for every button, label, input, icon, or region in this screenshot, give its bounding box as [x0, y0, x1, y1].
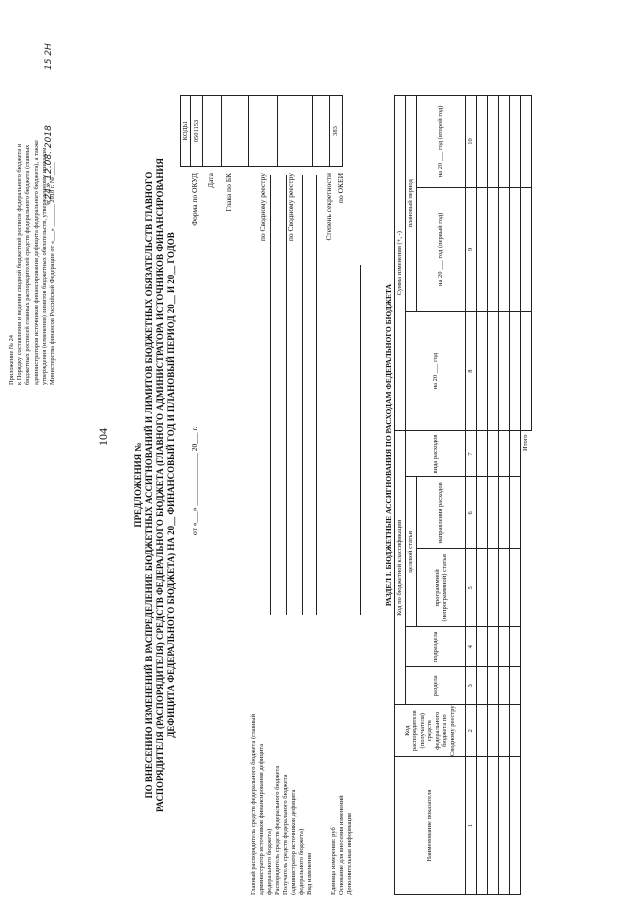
th-year: на 20 ___ год — [406, 311, 466, 431]
label-line: администратор источников финансирования дефицита — [258, 743, 265, 895]
fill-line — [286, 175, 287, 615]
label-line: (администратор источников дефицита — [290, 789, 297, 895]
annex-block — [8, 25, 57, 385]
table-cell — [477, 757, 488, 895]
col-num: 10 — [466, 96, 477, 188]
page-number: 104 — [96, 428, 110, 446]
label-line: Дополнительная информация — [346, 813, 353, 895]
col-num: 2 — [466, 705, 477, 757]
th-bk: Код по бюджетной классификации — [395, 431, 406, 705]
label-line: федерального бюджета) — [298, 828, 305, 895]
col-num: 6 — [466, 477, 477, 549]
table-cell — [488, 96, 499, 188]
table-cell — [510, 311, 521, 431]
th-name: Наименование показателя — [395, 757, 466, 895]
col-num: 4 — [466, 627, 477, 667]
table-cell — [499, 187, 510, 311]
table-cell — [488, 311, 499, 431]
th-vid: вида расходов — [406, 431, 466, 477]
title-line-2: ПО ВНЕСЕНИЮ ИЗМЕНЕНИЙ В РАСПРЕДЕЛЕНИЕ БЮДЖЕТНЫХ АССИГНОВАНИЙ И ЛИМИТОВ БЮДЖЕТНЫХ ОБЯЗАТЕЛЬСТВ ГЛАВНОГО — [144, 171, 154, 799]
okei-label: по ОКЕИ — [336, 173, 345, 204]
total-cell — [521, 96, 532, 188]
table-cell — [477, 549, 488, 627]
label-line: Распорядитель средств федерального бюджета — [274, 765, 281, 895]
annex-line: утверждения (изменения) лимитов бюджетных обязательств, утвержденному приказом — [40, 147, 48, 385]
date-label: Дата — [206, 173, 215, 188]
table-cell — [488, 667, 499, 705]
okud-value: 0501153 — [191, 96, 203, 167]
table-cell — [510, 667, 521, 705]
table-cell — [510, 757, 521, 895]
okei-value: 383 — [330, 96, 343, 167]
annex-line: бюджетных росписей главных распорядителей средств федерального бюджета (главных — [24, 144, 32, 385]
section-title: РАЗДЕЛ I. БЮДЖЕТНЫЕ АССИГНОВАНИЯ ПО РАСХОДАМ ФЕДЕРАЛЬНОГО БЮДЖЕТА — [384, 283, 393, 607]
handwritten-number: 15 2Н — [44, 43, 54, 70]
table-cell — [477, 311, 488, 431]
table-cell — [477, 667, 488, 705]
handwritten-date: «24» 12.08. 2018 — [44, 125, 54, 205]
th-program: программной (непрограммной) статьи — [417, 549, 466, 627]
col-num: 9 — [466, 187, 477, 311]
th-sum: Сумма изменения (+, -) — [395, 96, 406, 432]
total-label: Итого — [521, 431, 532, 895]
col-num: 5 — [466, 549, 477, 627]
table-cell — [510, 96, 521, 188]
th-code: Код распорядителя (получателя) средств федерального бюджета по Сводному реестру — [395, 705, 466, 757]
table-cell — [488, 477, 499, 549]
th-razdel: раздела — [406, 667, 466, 705]
table-cell — [488, 187, 499, 311]
annex-line: Министерства финансов Российской Федерации от «___» _______ 2018 г. № ____ — [49, 162, 57, 385]
table-cell — [499, 477, 510, 549]
fill-line — [316, 175, 317, 615]
table-cell — [488, 549, 499, 627]
table-cell — [477, 477, 488, 549]
label-line: Единица измерения: руб — [330, 827, 337, 895]
table-cell — [499, 311, 510, 431]
fill-line — [270, 175, 271, 615]
th-direction: направления расходов — [417, 477, 466, 549]
glava-value — [222, 96, 249, 167]
col-num: 1 — [466, 757, 477, 895]
col-num: 3 — [466, 667, 477, 705]
table-cell — [510, 627, 521, 667]
col-num: 8 — [466, 311, 477, 431]
table-cell — [499, 705, 510, 757]
title-line-4: ДЕФИЦИТА ФЕДЕРАЛЬНОГО БЮДЖЕТА) НА 20__ ФИНАНСОВЫЙ ГОД И ПЛАНОВЫЙ ПЕРИОД 20__ И 20__ ГОДОВ — [166, 232, 176, 738]
table-cell — [488, 757, 499, 895]
table-cell — [477, 187, 488, 311]
th-plan: плановый период — [406, 96, 417, 312]
table-cell — [499, 757, 510, 895]
date-value — [203, 96, 222, 167]
fill-line — [360, 265, 361, 615]
table-cell — [477, 627, 488, 667]
th-target: целевой статьи — [406, 477, 417, 627]
annex-line: к Порядку составления и ведения сводной бюджетной росписи федерального бюджета и — [16, 143, 24, 385]
fill-line — [302, 175, 303, 615]
table-cell — [510, 477, 521, 549]
table-cell — [499, 627, 510, 667]
th-first: на 20 ___ год (первый год) — [417, 187, 466, 311]
annex-title: Приложение № 24 — [8, 335, 15, 385]
title-line-3: РАСПОРЯДИТЕЛЯ (РАСПОРЯДИТЕЛЯ) СРЕДСТВ ФЕДЕРАЛЬНОГО БЮДЖЕТА (ГЛАВНОГО АДМИНИСТРАТОРА ИСТОЧНИКОВ ФИНАНСИРОВАНИЯ — [155, 158, 165, 812]
label-line: Главный распорядитель средств федерального бюджета (главный — [250, 713, 257, 895]
th-second: на 20 ___ год (второй год) — [417, 96, 466, 188]
date-line: от «___» ______________ 20___ г. — [190, 426, 199, 535]
table-cell — [499, 431, 510, 477]
table-cell — [488, 627, 499, 667]
table-cell — [499, 549, 510, 627]
label-line: федерального бюджета) — [266, 828, 273, 895]
total-cell — [521, 187, 532, 311]
label-line: Основание для внесения изменений — [338, 795, 345, 895]
codes-table — [180, 95, 343, 167]
table-cell — [510, 431, 521, 477]
svod2-value — [278, 96, 313, 167]
doc-title — [133, 125, 177, 845]
table-cell — [510, 187, 521, 311]
svod1-value — [249, 96, 278, 167]
th-podrazdel: подраздела — [406, 627, 466, 667]
table-cell — [510, 705, 521, 757]
secrecy-label: Степень секретности — [324, 173, 333, 241]
table-cell — [477, 705, 488, 757]
col-num: 7 — [466, 431, 477, 477]
table-cell — [488, 431, 499, 477]
table-cell — [488, 705, 499, 757]
table-cell — [499, 96, 510, 188]
table-cell — [510, 549, 521, 627]
total-cell — [521, 311, 532, 431]
table-cell — [499, 667, 510, 705]
table-cell — [477, 431, 488, 477]
label-line: Получатель средств федерального бюджета — [282, 774, 289, 895]
label-spacer — [314, 615, 330, 895]
secrecy-value — [313, 96, 330, 167]
svod-reestr-label: по Сводному реестру — [258, 173, 267, 242]
label-line: Вид изменения — [306, 852, 313, 895]
svod-reestr-label: по Сводному реестру — [286, 173, 295, 242]
table-cell — [477, 96, 488, 188]
left-labels — [250, 615, 354, 895]
annex-line: администраторов источников финансирования дефицита федерального бюджета), а также — [32, 139, 40, 385]
glava-label: Глава по БК — [224, 173, 233, 212]
okud-label: Форма по ОКУД — [190, 173, 199, 226]
codes-header: КОДЫ — [181, 96, 191, 167]
title-line-1: ПРЕДЛОЖЕНИЯ № — [133, 442, 143, 528]
main-table — [394, 95, 532, 895]
